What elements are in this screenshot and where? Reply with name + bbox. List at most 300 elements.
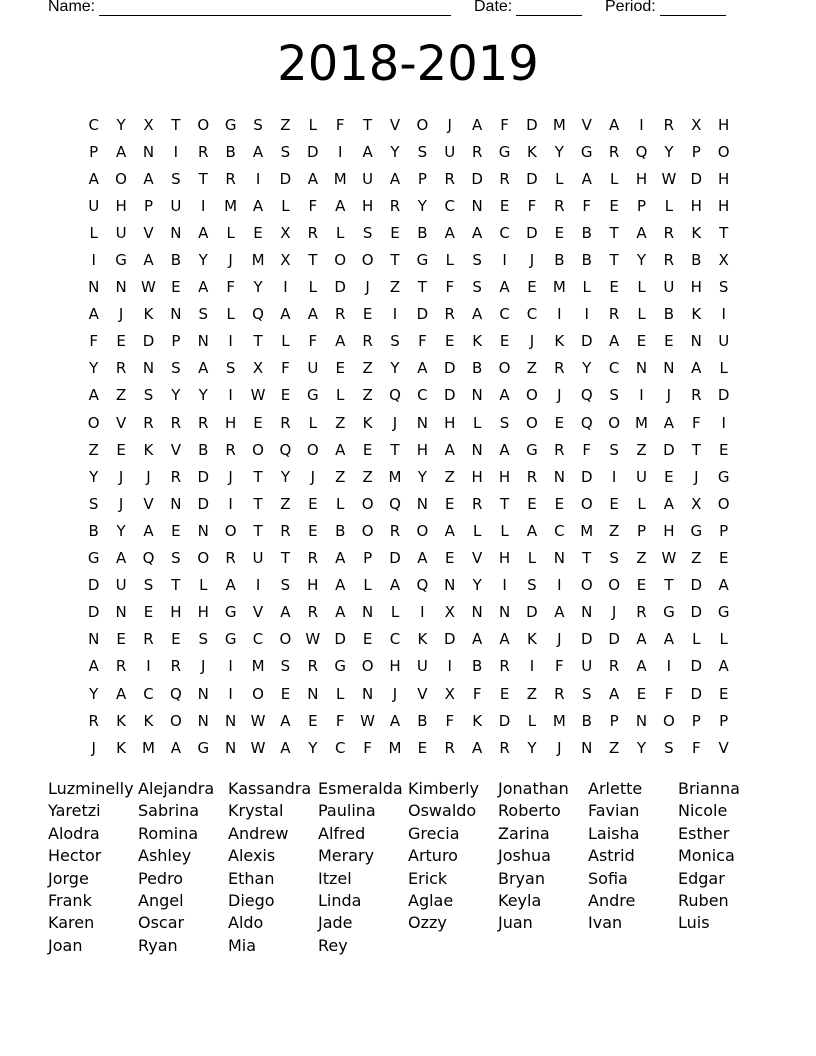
grid-letter[interactable]: N [197, 711, 209, 730]
grid-letter[interactable]: P [363, 549, 373, 568]
grid-letter[interactable]: B [417, 223, 428, 242]
grid-letter[interactable]: Q [416, 576, 429, 595]
grid-letter[interactable]: F [226, 278, 235, 297]
grid-letter[interactable]: J [694, 467, 699, 486]
grid-letter[interactable]: C [389, 630, 401, 649]
grid-letter[interactable]: W [250, 738, 266, 757]
grid-letter[interactable]: H [170, 603, 182, 622]
grid-letter[interactable]: X [280, 223, 291, 242]
grid-letter[interactable]: T [609, 251, 619, 270]
grid-letter[interactable]: V [581, 115, 592, 134]
grid-letter[interactable]: K [554, 332, 565, 351]
grid-letter[interactable]: D [334, 630, 346, 649]
grid-letter[interactable]: O [662, 711, 675, 730]
grid-letter[interactable]: O [498, 359, 511, 378]
grid-letter[interactable]: E [362, 630, 373, 649]
grid-letter[interactable]: F [418, 332, 427, 351]
grid-letter[interactable]: L [281, 196, 290, 215]
grid-letter[interactable]: T [308, 251, 318, 270]
grid-letter[interactable]: D [690, 603, 703, 622]
grid-letter[interactable]: U [416, 657, 428, 676]
grid-letter[interactable]: L [527, 711, 537, 730]
grid-letter[interactable]: R [280, 521, 291, 540]
grid-letter[interactable]: Y [253, 278, 263, 297]
grid-letter[interactable]: X [143, 115, 154, 134]
grid-letter[interactable]: A [88, 305, 99, 324]
grid-letter[interactable]: F [664, 684, 674, 703]
grid-letter[interactable]: R [608, 142, 620, 161]
grid-letter[interactable]: A [444, 440, 455, 459]
grid-letter[interactable]: N [225, 738, 237, 757]
grid-letter[interactable]: E [171, 630, 181, 649]
grid-letter[interactable]: J [228, 251, 233, 270]
grid-letter[interactable]: T [363, 115, 373, 134]
grid-letter[interactable]: O [608, 576, 621, 595]
grid-letter[interactable]: F [691, 738, 701, 757]
grid-letter[interactable]: F [363, 738, 372, 757]
grid-letter[interactable]: D [197, 467, 210, 486]
grid-letter[interactable]: U [307, 359, 319, 378]
grid-letter[interactable]: T [253, 467, 263, 486]
grid-letter[interactable]: F [582, 440, 592, 459]
grid-letter[interactable]: D [443, 386, 456, 405]
grid-letter[interactable]: A [252, 196, 264, 215]
grid-letter[interactable]: B [335, 521, 346, 540]
grid-letter[interactable]: S [280, 657, 291, 676]
grid-letter[interactable]: P [719, 521, 729, 540]
grid-letter[interactable]: O [526, 386, 538, 405]
grid-letter[interactable]: V [718, 738, 729, 757]
grid-letter[interactable]: C [608, 359, 620, 378]
grid-letter[interactable]: R [225, 549, 236, 568]
grid-letter[interactable]: I [721, 305, 726, 324]
grid-letter[interactable]: E [362, 305, 373, 324]
grid-letter[interactable]: N [471, 440, 483, 459]
grid-letter[interactable]: Y [390, 142, 400, 161]
grid-letter[interactable]: R [554, 196, 565, 215]
grid-letter[interactable]: L [308, 413, 317, 432]
grid-letter[interactable]: R [143, 413, 154, 432]
name-field[interactable] [48, 0, 451, 16]
grid-letter[interactable]: I [447, 657, 452, 676]
grid-letter[interactable]: I [91, 251, 96, 270]
grid-letter[interactable]: F [308, 332, 318, 351]
grid-letter[interactable]: R [115, 359, 127, 378]
grid-letter[interactable]: A [280, 603, 291, 622]
grid-letter[interactable]: O [306, 440, 319, 459]
grid-letter[interactable]: A [335, 576, 346, 595]
grid-letter[interactable]: O [252, 440, 264, 459]
grid-letter[interactable]: O [717, 142, 730, 161]
grid-letter[interactable]: M [552, 115, 566, 134]
grid-letter[interactable]: I [201, 196, 206, 215]
grid-letter[interactable]: U [362, 169, 374, 188]
grid-letter[interactable]: E [280, 684, 291, 703]
grid-letter[interactable]: Q [169, 684, 182, 703]
grid-letter[interactable]: Z [608, 738, 620, 757]
grid-letter[interactable]: G [690, 521, 703, 540]
grid-letter[interactable]: E [718, 684, 729, 703]
grid-letter[interactable]: R [307, 603, 319, 622]
date-field[interactable] [474, 0, 582, 16]
grid-letter[interactable]: R [307, 657, 319, 676]
grid-letter[interactable]: Y [554, 142, 564, 161]
grid-letter[interactable]: S [143, 576, 154, 595]
grid-letter[interactable]: E [636, 332, 647, 351]
grid-letter[interactable]: O [608, 413, 621, 432]
grid-letter[interactable]: N [471, 196, 483, 215]
grid-letter[interactable]: C [417, 386, 428, 405]
grid-letter[interactable]: J [91, 738, 96, 757]
grid-letter[interactable]: R [170, 467, 182, 486]
grid-letter[interactable]: N [361, 603, 374, 622]
grid-letter[interactable]: N [142, 142, 155, 161]
grid-letter[interactable]: A [198, 359, 209, 378]
grid-letter[interactable]: T [390, 251, 400, 270]
grid-letter[interactable]: D [580, 332, 593, 351]
grid-letter[interactable]: J [392, 684, 398, 703]
grid-letter[interactable]: Y [89, 467, 99, 486]
grid-letter[interactable]: N [553, 549, 565, 568]
grid-letter[interactable]: H [389, 657, 401, 676]
grid-letter[interactable]: E [417, 738, 428, 757]
grid-letter[interactable]: R [115, 657, 127, 676]
grid-letter[interactable]: P [636, 521, 647, 540]
grid-letter[interactable]: Z [389, 278, 401, 297]
grid-letter[interactable]: C [554, 521, 565, 540]
grid-letter[interactable]: H [225, 413, 237, 432]
grid-letter[interactable]: K [691, 305, 702, 324]
grid-letter[interactable]: R [170, 657, 182, 676]
grid-letter[interactable]: S [280, 142, 291, 161]
grid-letter[interactable]: Y [116, 521, 126, 540]
grid-letter[interactable]: D [471, 169, 483, 188]
grid-letter[interactable]: S [88, 494, 99, 513]
grid-letter[interactable]: A [472, 223, 483, 242]
grid-letter[interactable]: R [444, 305, 455, 324]
grid-letter[interactable]: A [335, 332, 346, 351]
grid-letter[interactable]: S [609, 549, 619, 568]
grid-letter[interactable]: D [334, 278, 346, 297]
grid-letter[interactable]: D [416, 305, 429, 324]
grid-letter[interactable]: T [609, 223, 619, 242]
grid-letter[interactable]: D [87, 576, 100, 595]
grid-letter[interactable]: E [499, 332, 510, 351]
grid-letter[interactable]: F [555, 657, 564, 676]
grid-letter[interactable]: V [143, 494, 154, 513]
grid-letter[interactable]: E [116, 630, 126, 649]
grid-letter[interactable]: Q [389, 494, 401, 513]
grid-letter[interactable]: U [115, 223, 127, 242]
grid-letter[interactable]: E [362, 440, 373, 459]
grid-letter[interactable]: B [554, 251, 565, 270]
grid-letter[interactable]: A [636, 630, 647, 649]
period-blank-line[interactable] [660, 1, 726, 16]
grid-letter[interactable]: K [691, 223, 702, 242]
grid-letter[interactable]: I [228, 332, 233, 351]
grid-letter[interactable]: O [197, 549, 210, 568]
grid-letter[interactable]: F [281, 359, 290, 378]
grid-letter[interactable]: V [115, 413, 127, 432]
grid-letter[interactable]: Y [636, 251, 647, 270]
grid-letter[interactable]: S [171, 359, 181, 378]
grid-letter[interactable]: C [334, 738, 346, 757]
grid-letter[interactable]: O [361, 494, 374, 513]
grid-letter[interactable]: N [197, 521, 209, 540]
grid-letter[interactable]: E [335, 359, 345, 378]
grid-letter[interactable]: S [527, 576, 537, 595]
grid-letter[interactable]: E [527, 278, 537, 297]
grid-letter[interactable]: M [142, 738, 155, 757]
grid-letter[interactable]: D [690, 657, 703, 676]
grid-letter[interactable]: U [115, 576, 127, 595]
grid-letter[interactable]: A [636, 657, 647, 676]
grid-letter[interactable]: C [444, 196, 456, 215]
grid-letter[interactable]: D [580, 630, 593, 649]
grid-letter[interactable]: G [416, 251, 429, 270]
grid-letter[interactable]: B [88, 521, 99, 540]
grid-letter[interactable]: G [224, 115, 237, 134]
grid-letter[interactable]: A [307, 305, 318, 324]
grid-letter[interactable]: L [336, 386, 345, 405]
grid-letter[interactable]: D [663, 440, 675, 459]
grid-letter[interactable]: R [225, 440, 236, 459]
grid-letter[interactable]: Y [89, 684, 99, 703]
grid-letter[interactable]: F [445, 278, 455, 297]
grid-letter[interactable]: L [336, 494, 345, 513]
grid-letter[interactable]: Y [527, 738, 537, 757]
grid-letter[interactable]: A [499, 440, 510, 459]
grid-letter[interactable]: C [252, 630, 264, 649]
grid-letter[interactable]: S [609, 440, 619, 459]
grid-letter[interactable]: Q [580, 386, 593, 405]
grid-letter[interactable]: G [580, 142, 593, 161]
grid-letter[interactable]: X [444, 684, 455, 703]
grid-letter[interactable]: R [554, 359, 565, 378]
grid-letter[interactable]: A [88, 386, 99, 405]
grid-letter[interactable]: H [197, 603, 209, 622]
grid-letter[interactable]: J [228, 467, 233, 486]
grid-letter[interactable]: Z [280, 494, 291, 513]
grid-letter[interactable]: E [499, 196, 510, 215]
grid-letter[interactable]: H [690, 196, 702, 215]
grid-letter[interactable]: Z [444, 467, 455, 486]
grid-letter[interactable]: H [416, 440, 429, 459]
grid-letter[interactable]: N [361, 684, 374, 703]
grid-letter[interactable]: T [253, 494, 263, 513]
grid-letter[interactable]: I [337, 142, 343, 161]
grid-letter[interactable]: Q [252, 305, 264, 324]
grid-letter[interactable]: J [611, 603, 617, 622]
grid-letter[interactable]: H [498, 549, 511, 568]
grid-letter[interactable]: S [472, 278, 482, 297]
grid-letter[interactable]: O [717, 494, 730, 513]
grid-letter[interactable]: P [691, 711, 701, 730]
grid-letter[interactable]: L [692, 630, 701, 649]
grid-letter[interactable]: P [691, 142, 701, 161]
grid-letter[interactable]: A [472, 738, 483, 757]
grid-letter[interactable]: U [88, 196, 100, 215]
grid-letter[interactable]: R [499, 738, 510, 757]
grid-letter[interactable]: U [581, 657, 593, 676]
grid-letter[interactable]: Y [308, 738, 318, 757]
grid-letter[interactable]: M [224, 196, 238, 215]
grid-letter[interactable]: W [661, 169, 677, 188]
grid-letter[interactable]: D [608, 630, 620, 649]
grid-letter[interactable]: D [389, 549, 401, 568]
grid-letter[interactable]: A [663, 494, 675, 513]
grid-letter[interactable]: P [417, 169, 427, 188]
grid-letter[interactable]: D [498, 711, 511, 730]
grid-letter[interactable]: B [663, 305, 675, 324]
grid-letter[interactable]: A [280, 711, 291, 730]
grid-letter[interactable]: R [444, 738, 455, 757]
grid-letter[interactable]: R [362, 332, 373, 351]
grid-letter[interactable]: I [255, 576, 261, 595]
grid-letter[interactable]: Z [691, 549, 702, 568]
grid-letter[interactable]: A [88, 169, 99, 188]
grid-letter[interactable]: I [721, 413, 726, 432]
grid-letter[interactable]: D [690, 576, 703, 595]
grid-letter[interactable]: E [636, 576, 647, 595]
grid-letter[interactable]: Y [417, 196, 427, 215]
grid-letter[interactable]: K [417, 630, 428, 649]
grid-letter[interactable]: Z [636, 440, 647, 459]
grid-letter[interactable]: I [173, 142, 179, 161]
grid-letter[interactable]: Y [116, 115, 126, 134]
grid-letter[interactable]: D [526, 169, 538, 188]
grid-letter[interactable]: A [608, 332, 620, 351]
grid-letter[interactable]: N [635, 359, 648, 378]
grid-letter[interactable]: J [365, 278, 370, 297]
grid-letter[interactable]: A [526, 521, 538, 540]
grid-letter[interactable]: N [170, 494, 182, 513]
grid-letter[interactable]: U [170, 196, 182, 215]
grid-letter[interactable]: B [581, 711, 592, 730]
grid-letter[interactable]: H [444, 413, 456, 432]
grid-letter[interactable]: V [143, 223, 154, 242]
grid-letter[interactable]: A [115, 684, 127, 703]
grid-letter[interactable]: D [307, 142, 319, 161]
grid-letter[interactable]: J [118, 467, 124, 486]
grid-letter[interactable]: J [310, 467, 316, 486]
grid-letter[interactable]: O [361, 657, 374, 676]
grid-letter[interactable]: D [526, 115, 538, 134]
grid-letter[interactable]: Z [335, 413, 346, 432]
grid-letter[interactable]: H [115, 196, 127, 215]
grid-letter[interactable]: I [255, 169, 261, 188]
grid-letter[interactable]: S [581, 684, 592, 703]
grid-letter[interactable]: L [555, 169, 564, 188]
grid-letter[interactable]: O [580, 494, 593, 513]
grid-letter[interactable]: R [471, 494, 483, 513]
grid-letter[interactable]: T [280, 549, 291, 568]
grid-letter[interactable]: S [198, 630, 209, 649]
grid-letter[interactable]: R [499, 657, 510, 676]
grid-letter[interactable]: W [250, 711, 266, 730]
grid-letter[interactable]: N [307, 684, 319, 703]
grid-letter[interactable]: R [143, 630, 154, 649]
grid-letter[interactable]: L [89, 223, 98, 242]
grid-letter[interactable]: N [88, 630, 100, 649]
grid-letter[interactable]: J [666, 386, 672, 405]
grid-letter[interactable]: D [717, 386, 730, 405]
grid-letter[interactable]: C [526, 305, 538, 324]
grid-letter[interactable]: S [198, 305, 209, 324]
grid-letter[interactable]: E [664, 467, 674, 486]
grid-letter[interactable]: M [388, 738, 402, 757]
grid-letter[interactable]: L [390, 603, 400, 622]
grid-letter[interactable]: A [608, 684, 620, 703]
grid-letter[interactable]: O [361, 521, 374, 540]
grid-letter[interactable]: E [116, 440, 126, 459]
grid-letter[interactable]: F [335, 115, 345, 134]
grid-letter[interactable]: B [581, 251, 592, 270]
grid-letter[interactable]: A [252, 142, 264, 161]
grid-letter[interactable]: E [664, 332, 674, 351]
grid-letter[interactable]: O [334, 251, 347, 270]
grid-letter[interactable]: N [115, 603, 127, 622]
grid-letter[interactable]: D [142, 332, 155, 351]
grid-letter[interactable]: A [718, 657, 729, 676]
grid-letter[interactable]: T [499, 494, 510, 513]
grid-letter[interactable]: T [253, 521, 263, 540]
grid-letter[interactable]: H [361, 196, 374, 215]
grid-letter[interactable]: G [717, 603, 730, 622]
grid-letter[interactable]: K [143, 305, 154, 324]
grid-letter[interactable]: A [718, 576, 729, 595]
grid-letter[interactable]: F [500, 115, 509, 134]
date-blank-line[interactable] [516, 1, 582, 16]
grid-letter[interactable]: J [557, 630, 562, 649]
grid-letter[interactable]: V [472, 549, 483, 568]
grid-letter[interactable]: R [554, 684, 565, 703]
grid-letter[interactable]: I [392, 305, 398, 324]
grid-letter[interactable]: R [198, 142, 209, 161]
grid-letter[interactable]: J [118, 305, 124, 324]
grid-letter[interactable]: A [143, 521, 154, 540]
grid-letter[interactable]: H [718, 169, 730, 188]
grid-letter[interactable]: L [472, 521, 482, 540]
grid-letter[interactable]: L [226, 223, 235, 242]
grid-letter[interactable]: N [498, 603, 511, 622]
grid-letter[interactable]: W [360, 711, 376, 730]
grid-letter[interactable]: N [471, 603, 483, 622]
grid-letter[interactable]: L [637, 305, 646, 324]
grid-letter[interactable]: D [443, 630, 456, 649]
grid-letter[interactable]: U [663, 278, 675, 297]
grid-letter[interactable]: P [171, 332, 181, 351]
grid-letter[interactable]: R [280, 413, 291, 432]
grid-letter[interactable]: D [690, 684, 703, 703]
grid-letter[interactable]: Y [198, 386, 208, 405]
grid-letter[interactable]: X [252, 359, 264, 378]
grid-letter[interactable]: N [197, 332, 209, 351]
grid-letter[interactable]: T [691, 440, 701, 459]
grid-letter[interactable]: I [228, 684, 233, 703]
grid-letter[interactable]: X [444, 603, 455, 622]
grid-letter[interactable]: G [224, 630, 237, 649]
grid-letter[interactable]: N [170, 223, 182, 242]
grid-letter[interactable]: U [718, 332, 730, 351]
grid-letter[interactable]: A [472, 115, 483, 134]
grid-letter[interactable]: F [691, 413, 701, 432]
grid-letter[interactable]: Y [390, 359, 400, 378]
grid-letter[interactable]: F [472, 684, 482, 703]
grid-letter[interactable]: R [389, 196, 401, 215]
grid-letter[interactable]: A [608, 115, 620, 134]
grid-letter[interactable]: A [335, 440, 346, 459]
